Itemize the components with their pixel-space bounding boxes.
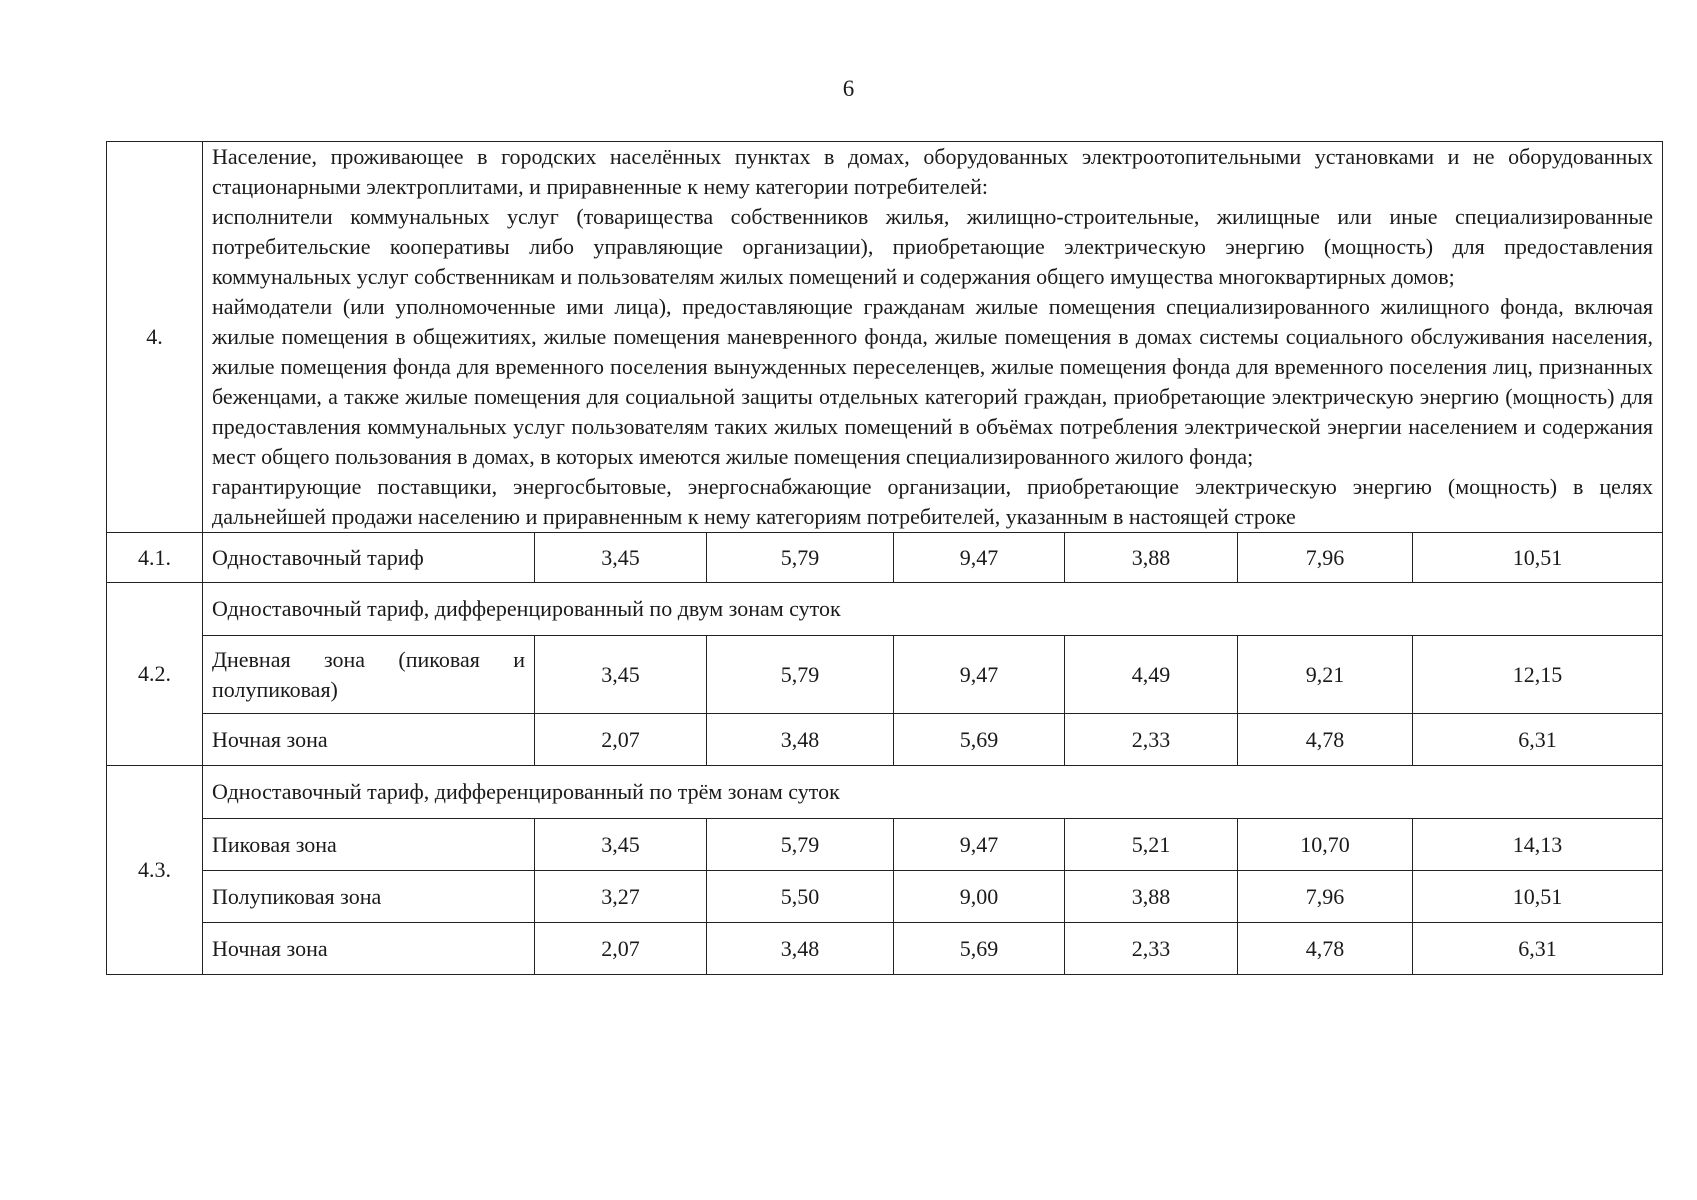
tariff-value: 7,96: [1238, 533, 1413, 583]
table-row: [107, 766, 1663, 819]
row-number: 4.2.: [107, 583, 203, 766]
tariff-value: 2,07: [535, 714, 707, 766]
tariff-value: 9,00: [894, 871, 1065, 923]
tariff-table: [106, 141, 1663, 975]
zone-label: Полупиковая зона: [203, 871, 535, 923]
tariff-value: 3,48: [707, 714, 894, 766]
tariff-value: 3,45: [535, 533, 707, 583]
tariff-value: 3,27: [535, 871, 707, 923]
table-row: [107, 923, 1663, 975]
tariff-value: 3,88: [1065, 533, 1238, 583]
row-number: 4.1.: [107, 533, 203, 583]
tariff-value: 2,07: [535, 923, 707, 975]
tariff-value: 10,70: [1238, 819, 1413, 871]
tariff-value: 6,31: [1413, 923, 1663, 975]
tariff-value: 3,45: [535, 636, 707, 714]
zone-label: Ночная зона: [203, 923, 535, 975]
tariff-value: 9,47: [894, 636, 1065, 714]
tariff-value: 4,78: [1238, 923, 1413, 975]
tariff-value: 10,51: [1413, 871, 1663, 923]
table-row: [107, 871, 1663, 923]
tariff-value: 12,15: [1413, 636, 1663, 714]
row-number: 4.3.: [107, 766, 203, 975]
tariff-value: 5,79: [707, 533, 894, 583]
tariff-value: 7,96: [1238, 871, 1413, 923]
tariff-value: 9,21: [1238, 636, 1413, 714]
tariff-value: 2,33: [1065, 714, 1238, 766]
tariff-value: 9,47: [894, 533, 1065, 583]
tariff-value: 5,21: [1065, 819, 1238, 871]
tariff-value: 6,31: [1413, 714, 1663, 766]
zone-label: Пиковая зона: [203, 819, 535, 871]
row-label: Одноставочный тариф: [203, 533, 535, 583]
tariff-value: 5,79: [707, 819, 894, 871]
zone-label: Ночная зона: [203, 714, 535, 766]
zone-label: Дневная зона (пиковая и полупиковая): [203, 636, 535, 714]
section-4-row: [107, 142, 1663, 533]
tariff-value: 9,47: [894, 819, 1065, 871]
table-row: [107, 533, 1663, 583]
tariff-value: 4,49: [1065, 636, 1238, 714]
table-row: [107, 583, 1663, 636]
tariff-value: 5,79: [707, 636, 894, 714]
tariff-value: 5,50: [707, 871, 894, 923]
description-paragraph: исполнители коммунальных услуг (товарищества собственников жилья, жилищно-строительные, жилищные или иные специализированные потребительские кооперативы либо управляющие организации), приобретающие электрическую энергию (мощность) для предоставления коммунальных услуг собственникам и пользователям жилых помещений и содержания общего имущества многоквартирных домов;: [212, 204, 1654, 289]
row-number: 4.: [107, 142, 203, 533]
tariff-value: 3,45: [535, 819, 707, 871]
section-4-description: [203, 142, 1663, 533]
table-row: [107, 714, 1663, 766]
description-paragraph: Население, проживающее в городских населённых пунктах в домах, оборудованных электроотопительными установками и не оборудованных стационарными электроплитами, и приравненные к нему категории потребителей:: [212, 144, 1654, 199]
tariff-value: 4,78: [1238, 714, 1413, 766]
row-heading: Одноставочный тариф, дифференцированный по трём зонам суток: [203, 766, 1663, 819]
tariff-value: 3,48: [707, 923, 894, 975]
description-paragraph: наймодатели (или уполномоченные ими лица), предоставляющие гражданам жилые помещения специализированного жилищного фонда, включая жилые помещения в общежитиях, жилые помещения маневренного фонда, жилые помещения в домах системы социального обслуживания населения, жилые помещения фонда для временного поселения вынужденных переселенцев, жилые помещения фонда для временного поселения лиц, признанных беженцами, а также жилые помещения для социальной защиты отдельных категорий граждан, приобретающие электрическую энергию (мощность) для предоставления коммунальных услуг пользователям таких жилых помещений в объёмах потребления электрической энергии населением и содержания мест общего пользования в домах, в которых имеются жилые помещения специализированного жилого фонда;: [212, 294, 1654, 469]
tariff-value: 10,51: [1413, 533, 1663, 583]
tariff-value: 5,69: [894, 923, 1065, 975]
tariff-value: 3,88: [1065, 871, 1238, 923]
table-row: [107, 636, 1663, 714]
page-number: 6: [842, 76, 855, 101]
tariff-value: 14,13: [1413, 819, 1663, 871]
row-heading: Одноставочный тариф, дифференцированный по двум зонам суток: [203, 583, 1663, 636]
description-paragraph: гарантирующие поставщики, энергосбытовые, энергоснабжающие организации, приобретающие электрическую энергию (мощность) в целях дальнейшей продажи населению и приравненным к нему категориям потребителей, указанным в настоящей строке: [212, 474, 1654, 529]
table-row: [107, 819, 1663, 871]
tariff-value: 2,33: [1065, 923, 1238, 975]
tariff-value: 5,69: [894, 714, 1065, 766]
